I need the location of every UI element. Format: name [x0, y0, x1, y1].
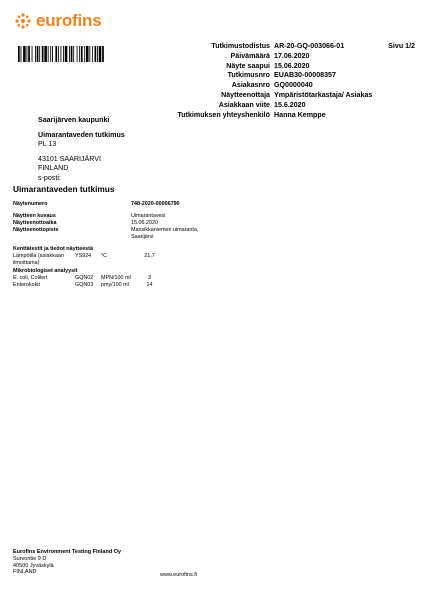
footer-website: www.eurofins.fi [160, 572, 197, 578]
sample-location-row: Näytteenottopiste Mansikkaniemen uimaranta, Saarijärvi [13, 227, 199, 241]
sample-number-row: Näytenumero 748-2020-00006790 [13, 201, 180, 207]
recipient-name: Saarijärven kaupunki [38, 116, 110, 124]
footer-street: Survontie 9 D [13, 555, 47, 562]
footer-address [13, 549, 121, 576]
page-number: Sivu 1/2 [388, 42, 415, 50]
meta-row-received: Näyte saapui 15.06.2020 [226, 61, 310, 70]
recipient-email: s-posti: [38, 173, 61, 182]
table-row: Enterokokit GQN03 pmy/100 ml 14 [13, 282, 153, 289]
recipient-po-box: PL 13 [38, 140, 57, 149]
sample-time-row: Näytteenottoaika 15.06.2020 [13, 219, 158, 226]
recipient-country: FINLAND [38, 164, 69, 173]
meta-row-report-id: Tutkimustodistus AR-20-GQ-003066-01 [211, 42, 345, 50]
footer-city: 40500 Jyväskylä [13, 562, 54, 569]
recipient-subject: Uimarantaveden tutkimus [38, 130, 125, 139]
meta-row-date: Päivämäärä 17.06.2020 [230, 51, 310, 60]
recipient-postal: 43101 SAARIJÄRVI [38, 154, 101, 163]
meta-row-contact: Tutkimuksen yhteyshenkilö Hanna Kemppe [177, 110, 326, 119]
micro-analyses-heading: Mikrobiologiset analyysit [13, 267, 78, 274]
eurofins-logo-icon [14, 12, 32, 30]
logo-text: eurofins [36, 11, 102, 30]
table-row: Lämpötila (asiakkaan ilmoittama) YS924 °C 21,7 [13, 253, 155, 267]
meta-row-study-number: Tutkimusnro EUAB30-00008357 [227, 71, 336, 80]
footer-country: FINLAND [13, 569, 37, 576]
recipient-address [38, 116, 125, 184]
footer-company: Eurofins Environment Testing Finland Oy [13, 549, 122, 555]
barcode [18, 46, 130, 62]
meta-row-sampler: Näytteenottaja Ympäristötarkastaja/ Asiakas [221, 90, 373, 99]
report-meta [150, 42, 415, 120]
table-row: E. coli, Colilert GQN02 MPN/100 ml 3 [13, 274, 151, 281]
eurofins-logo [14, 10, 101, 32]
field-tests-heading: Kenttätestit ja tiedot näytteestä [13, 246, 93, 253]
meta-row-customer-number: Asiakasnro GQ0000040 [231, 81, 313, 90]
report-title: Uimarantaveden tutkimus [13, 184, 115, 194]
meta-row-customer-ref: Asiakkaan viite 15.6.2020 [218, 100, 306, 109]
sample-section [13, 201, 213, 289]
sample-description-row: Näytteen kuvaus Uimarantavesi [13, 212, 166, 219]
